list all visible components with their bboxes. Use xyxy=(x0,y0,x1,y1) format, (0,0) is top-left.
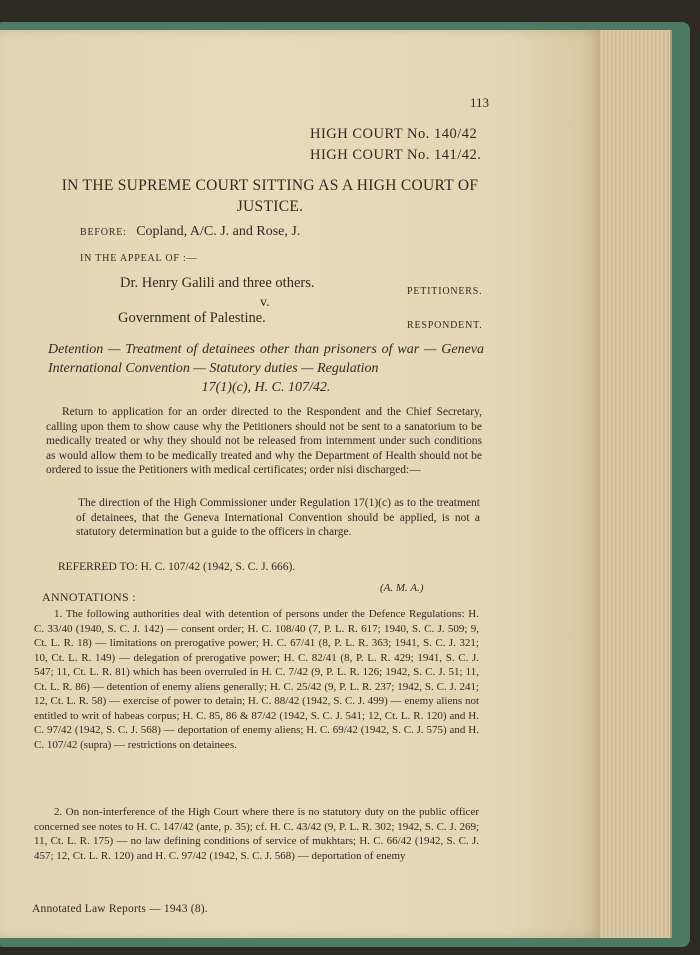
petitioners-role: PETITIONERS. xyxy=(407,286,483,297)
headnote-main: Detention — Treatment of detainees other than prisoners of war — Geneva International Convention — Statutory duties — Regulation xyxy=(48,342,484,376)
court-title: IN THE SUPREME COURT SITTING AS A HIGH COURT OF JUSTICE. xyxy=(61,177,479,215)
before-line xyxy=(80,224,300,240)
case-number-1: HIGH COURT No. 140/42 xyxy=(310,126,478,142)
headnote xyxy=(48,340,484,397)
editor-initials: (A. M. A.) xyxy=(380,582,424,594)
summary-paragraph: Return to application for an order directed to the Respondent and the Chief Secretary, calling upon them to show cause why the Petitioners should not be sent to a sanatorium to be medically treated or why they should not be released from internment under such conditions as would allow them to be medically treated and why the Department of Health should not be ordered to issue the Petitioners with medical certificates; order nisi discharged:— xyxy=(46,406,482,476)
respondent-role: RESPONDENT. xyxy=(407,320,483,331)
before-label: BEFORE: xyxy=(80,227,127,238)
versus: v. xyxy=(260,295,270,310)
before-judges: Copland, A/C. J. and Rose, J. xyxy=(136,224,301,239)
annotation-1: 1. The following authorities deal with detention of persons under the Defence Regulations: H. C. 33/40 (1940, S. C. J. 142) — consent order; H. C. 108/40 (7, P. L. R. 617; 1940, S. C. J. 509; 9, Ct. L. R. 18) — limitations on prerogative power; H. C. 67/41 (8, P. L. R. 363; 1941, S. C. J. 321; 10, Ct. L. R. 149) — delegation of prerogative power; H. C. 82/41 (8, P. L. R. 429; 1941, S. C. J. 547; 11, Ct. L. R. 81) which has been overruled in H. C. 7/42 (9, P. L. R. 126; 1942, S. C. J. 51; 11, Ct. L. R. 86) — detention of enemy aliens generally; H. C. 25/42 (9, P. L. R. 237; 1942, S. C. J. 241; 12, Ct. L. R. 58) — exercise of power to detain; H. C. 88/42 (1942, S. C. J. 499) — enemy aliens not entitled to writ of habeas corpus; H. C. 85, 86 & 87/42 (1942, S. C. J. 541; 12, Ct. L. R. 120) and H. C. 97/42 (1942, S. C. J. 568) — deportation of enemy aliens; H. C. 69/42 (1942, S. C. J. 575) and H. C. 107/42 (supra) — restrictions on detainees. xyxy=(34,608,479,751)
petitioners-name: Dr. Henry Galili and three others. xyxy=(120,275,315,291)
book-page xyxy=(0,30,600,938)
holding-paragraph: The direction of the High Commissioner under Regulation 17(1)(c) as to the treatment of detainees, that the Geneva International Convention should be applied, is not a statutory determination but a guide to the officers in charge. xyxy=(76,497,480,538)
page-number: 113 xyxy=(470,95,490,110)
annotations-heading: ANNOTATIONS : xyxy=(42,590,136,604)
appeal-label: IN THE APPEAL OF :— xyxy=(80,253,198,264)
annotation-2: 2. On non-interference of the High Court where there is no statutory duty on the public officer concerned see notes to H. C. 147/42 (ante, p. 35); cf. H. C. 43/42 (9, P. L. R. 302; 1942, S. C. J. 269; 11, Ct. L. R. 175) — no law defining conditions of service of mukhtars; H. C. 66/42 (1942, S. C. J. 457; 12, Ct. L. R. 120) and H. C. 97/42 (1942, S. C. J. 568) — deportation of enemy xyxy=(34,806,479,862)
page-edges xyxy=(590,30,672,938)
footer-series: Annotated Law Reports — 1943 (8). xyxy=(32,903,208,915)
respondent-name: Government of Palestine. xyxy=(118,310,266,326)
referred-to: REFERRED TO: H. C. 107/42 (1942, S. C. J. 666). xyxy=(58,561,296,573)
case-number-2: HIGH COURT No. 141/42. xyxy=(310,147,482,163)
headnote-ref: 17(1)(c), H. C. 107/42. xyxy=(201,380,331,395)
